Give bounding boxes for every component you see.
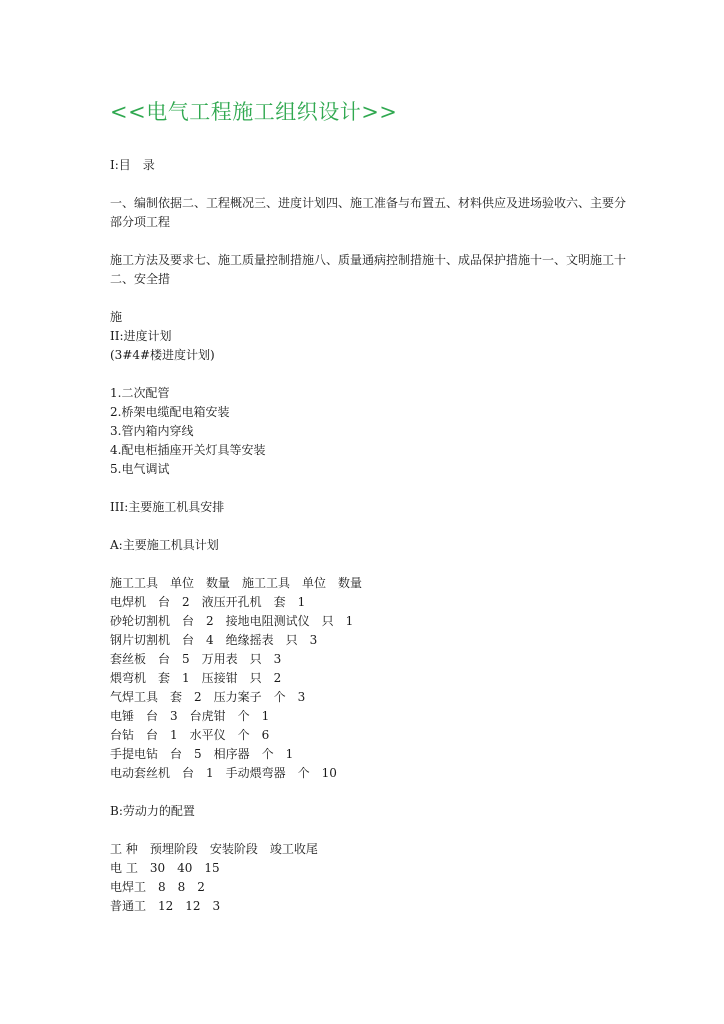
list-item: 5.电气调试 [110, 462, 170, 476]
table-row: 普通工 12 12 3 [110, 899, 221, 913]
toc-heading: I:目 录 [110, 158, 155, 172]
table-row: 气焊工具 套 2 压力案子 个 3 [110, 690, 306, 704]
table-header: 工 种 预埋阶段 安装阶段 竣工收尾 [110, 842, 318, 856]
table-row: 钢片切割机 台 4 绝缘摇表 只 3 [110, 633, 318, 647]
table-row: 电 工 30 40 15 [110, 861, 220, 875]
section-2-subtitle: (3#4#楼进度计划) [110, 348, 215, 362]
table-row: 手提电钻 台 5 相序器 个 1 [110, 747, 294, 761]
subsection-a-heading: A:主要施工机具计划 [110, 538, 219, 552]
section-2-heading: II:进度计划 [110, 329, 172, 343]
list-item: 4.配电柜插座开关灯具等安装 [110, 443, 266, 457]
schedule-list [110, 384, 630, 479]
list-item: 3.管内箱内穿线 [110, 424, 194, 438]
table-row: 电动套丝机 台 1 手动煨弯器 个 10 [110, 766, 337, 780]
table-row: 电锤 台 3 台虎钳 个 1 [110, 709, 270, 723]
list-item: 2.桥架电缆配电箱安装 [110, 405, 230, 419]
table-row: 砂轮切割机 台 2 接地电阻测试仪 只 1 [110, 614, 354, 628]
table-row: 电焊机 台 2 液压开孔机 套 1 [110, 595, 306, 609]
table-row: 套丝板 台 5 万用表 只 3 [110, 652, 282, 666]
tools-table [110, 574, 630, 783]
document-title: <<电气工程施工组织设计>> [110, 100, 398, 124]
list-item: 1.二次配管 [110, 386, 170, 400]
table-header: 施工工具 单位 数量 施工工具 单位 数量 [110, 576, 363, 590]
table-row: 电焊工 8 8 2 [110, 880, 205, 894]
document-page [110, 96, 630, 916]
toc-paragraph-2: 施工方法及要求七、施工质量控制措施八、质量通病控制措施十、成品保护措施十一、文明施工十二、安全措 [110, 253, 627, 286]
subsection-b-heading: B:劳动力的配置 [110, 804, 195, 818]
table-row: 煨弯机 套 1 压接钳 只 2 [110, 671, 282, 685]
section-3-heading: III:主要施工机具安排 [110, 500, 225, 514]
table-row: 台钻 台 1 水平仪 个 6 [110, 728, 270, 742]
labor-table [110, 840, 630, 916]
toc-tail: 施 [110, 310, 123, 324]
toc-paragraph-1: 一、编制依据二、工程概况三、进度计划四、施工准备与布置五、材料供应及进场验收六、主要分部分项工程 [110, 196, 627, 229]
